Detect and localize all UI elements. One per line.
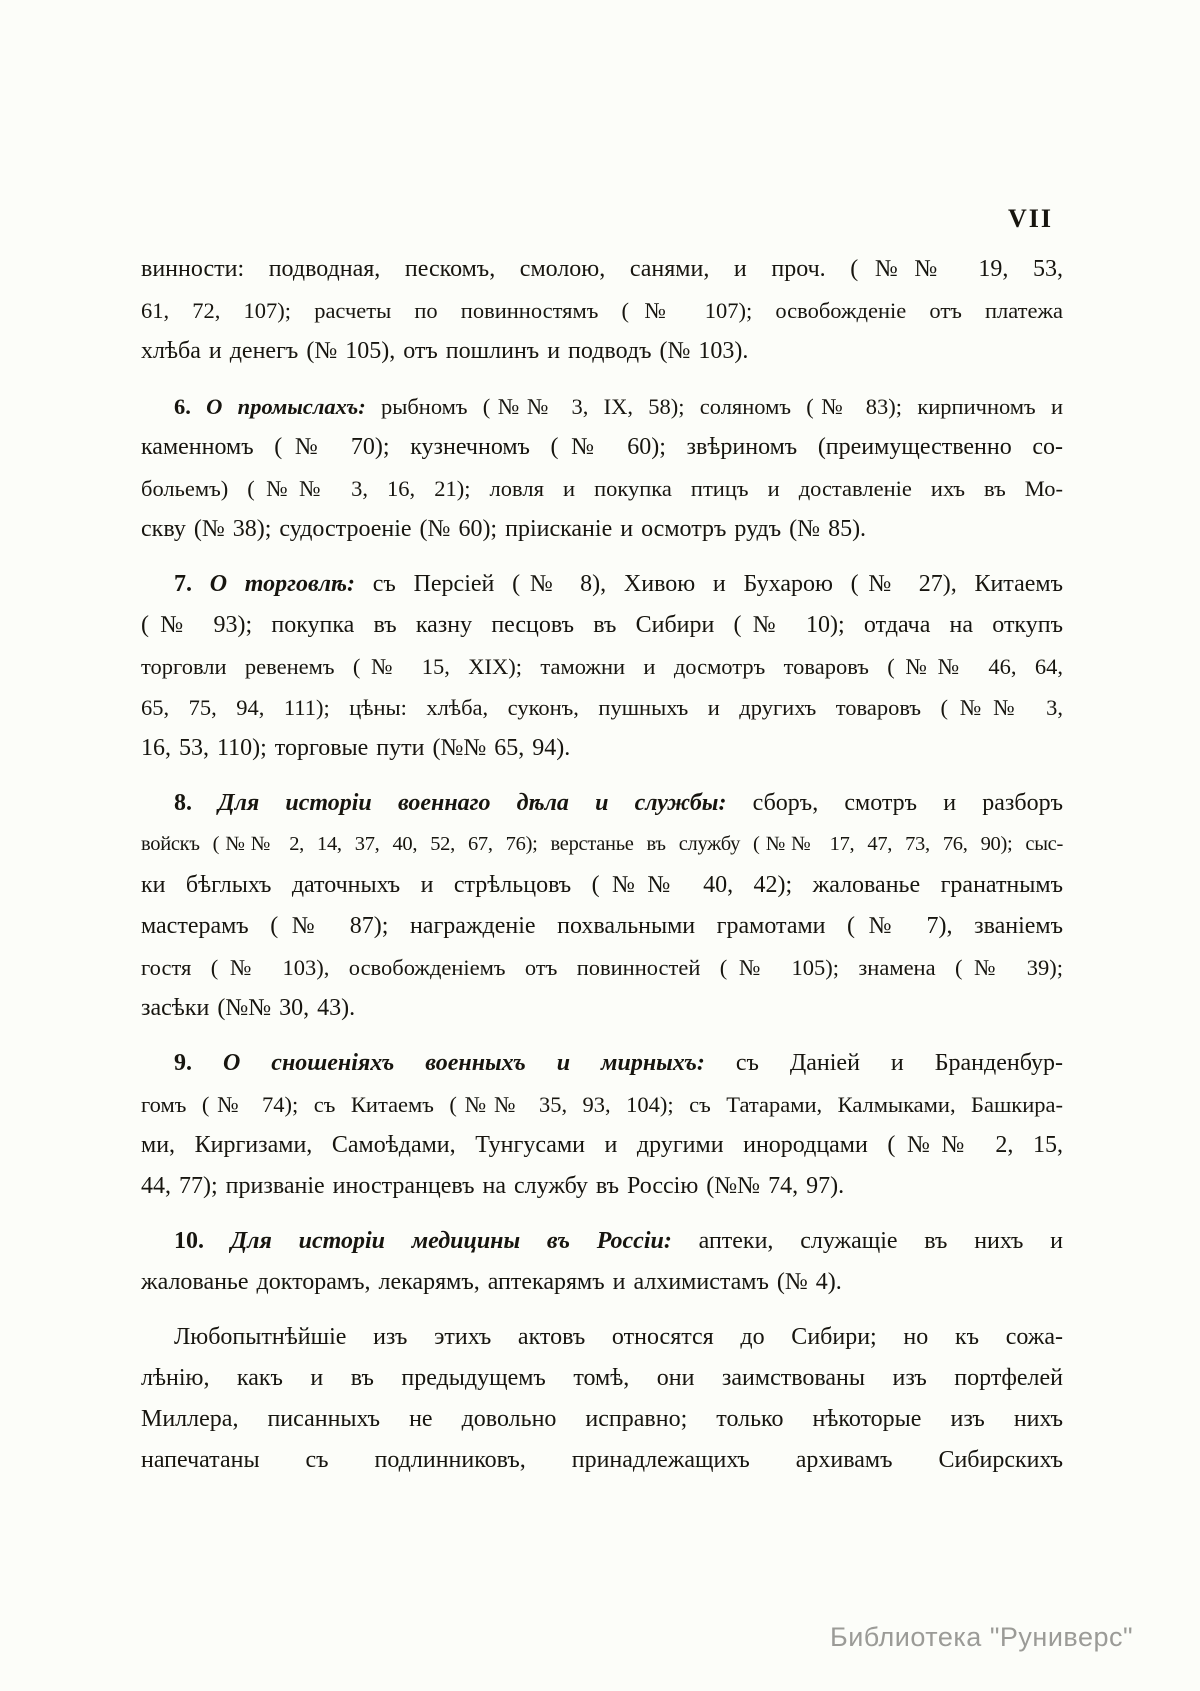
paragraph-9 xyxy=(141,1043,1063,1207)
text-line: 65, 75, 94, 111); цѣны: хлѣба, суконъ, пушныхъ и другихъ товаровъ (№№ 3, xyxy=(141,695,1063,720)
paragraph-heading: Для исторіи медицины въ Россіи: xyxy=(230,1228,672,1254)
paragraph-number: 8. xyxy=(174,790,192,816)
text-run: рыбномъ (№№ 3, IX, 58); соляномъ (№ 83); кирпичномъ и xyxy=(380,394,1063,419)
text-line xyxy=(141,1043,1063,1084)
paragraph-8 xyxy=(141,783,1063,1029)
text-line xyxy=(141,783,1063,824)
page-number: VII xyxy=(1008,204,1054,233)
text-line: 61, 72, 107); расчеты по повинностямъ (№ 107); освобожденіе отъ платежа xyxy=(141,298,1063,323)
paragraph-number: 10. xyxy=(174,1228,204,1254)
text-line: винности: подводная, пескомъ, смолою, санями, и проч. (№№ 19, 53, xyxy=(141,256,1063,282)
paragraph-number: 9. xyxy=(174,1050,192,1076)
text-run: аптеки, служащіе въ нихъ и xyxy=(698,1228,1063,1254)
text-line: Миллера, писанныхъ не довольно исправно; только нѣкоторые изъ нихъ xyxy=(141,1406,1063,1432)
text-line: 44, 77); призваніе иностранцевъ на службу въ Россію (№№ 74, 97). xyxy=(141,1173,845,1199)
text-line: засѣки (№№ 30, 43). xyxy=(141,995,356,1021)
text-line: гостя (№ 103), освобожденіемъ отъ повинностей (№ 105); знамена (№ 39); xyxy=(141,955,1063,980)
text-line: торговли ревенемъ (№ 15, XIX); таможни и досмотръ товаровъ (№№ 46, 64, xyxy=(141,654,1063,679)
paragraph-heading: О промыслахъ: xyxy=(206,394,366,419)
paragraph-closing xyxy=(141,1317,1063,1481)
text-line: (№ 93); покупка въ казну песцовъ въ Сибири (№ 10); отдача на откупъ xyxy=(141,612,1063,638)
text-line: ки бѣглыхъ даточныхъ и стрѣльцовъ (№№ 40, 42); жалованье гранатнымъ xyxy=(141,872,1063,898)
library-watermark: Библиотека "Руниверс" xyxy=(830,1622,1134,1652)
paragraph-10 xyxy=(141,1221,1063,1303)
paragraph-7 xyxy=(141,564,1063,769)
text-line: ми, Киргизами, Самоѣдами, Тунгусами и другими инородцами (№№ 2, 15, xyxy=(141,1132,1063,1158)
text-line: скву (№ 38); судостроеніе (№ 60); пріисканіе и осмотръ рудъ (№ 85). xyxy=(141,516,867,542)
text-line xyxy=(141,1221,1063,1262)
text-line: напечатаны съ подлинниковъ, принадлежащихъ архивамъ Сибирскихъ xyxy=(141,1447,1063,1473)
text-line: войскъ (№№ 2, 14, 37, 40, 52, 67, 76); верстанье въ службу (№№ 17, 47, 73, 76, 90); сыс- xyxy=(141,833,1063,855)
text-line: лѣнію, какъ и въ предыдущемъ томѣ, они заимствованы изъ портфелей xyxy=(141,1365,1063,1391)
paragraph-continuation xyxy=(141,249,1063,372)
text-line: мастерамъ (№ 87); награжденіе похвальными грамотами (№ 7), званіемъ xyxy=(141,913,1063,939)
text-line: жалованье докторамъ, лекарямъ, аптекарямъ и алхимистамъ (№ 4). xyxy=(141,1269,842,1295)
paragraph-heading: О сношеніяхъ военныхъ и мирныхъ: xyxy=(222,1050,705,1076)
text-line xyxy=(141,386,1063,427)
text-line: хлѣба и денегъ (№ 105), отъ пошлинъ и подводъ (№ 103). xyxy=(141,338,749,364)
text-line: больемъ) (№№ 3, 16, 21); ловля и покупка птицъ и доставленіе ихъ въ Мо- xyxy=(141,476,1063,501)
text-block xyxy=(141,249,1063,1481)
paragraph-number: 6. xyxy=(174,394,191,419)
text-line: 16, 53, 110); торговые пути (№№ 65, 94). xyxy=(141,735,571,761)
paragraph-number: 7. xyxy=(174,571,192,597)
text-line: гомъ (№ 74); съ Китаемъ (№№ 35, 93, 104); съ Татарами, Калмыками, Башкира- xyxy=(141,1092,1063,1117)
paragraph-heading: Для исторіи военнаго дѣла и службы: xyxy=(218,790,727,816)
text-line xyxy=(141,564,1063,605)
text-run: съ Даніей и Бранденбур- xyxy=(735,1050,1063,1076)
text-line: каменномъ (№ 70); кузнечномъ (№ 60); звѣриномъ (преимущественно со- xyxy=(141,434,1063,460)
paragraph-6 xyxy=(141,386,1063,550)
text-run: сборъ, смотръ и разборъ xyxy=(752,790,1063,816)
text-run: съ Персіей (№ 8), Хивою и Бухарою (№ 27), Китаемъ xyxy=(372,571,1063,597)
text-line: Любопытнѣйшіе изъ этихъ актовъ относятся до Сибири; но къ сожа- xyxy=(174,1324,1063,1350)
paragraph-heading: О торговлѣ: xyxy=(209,571,356,597)
